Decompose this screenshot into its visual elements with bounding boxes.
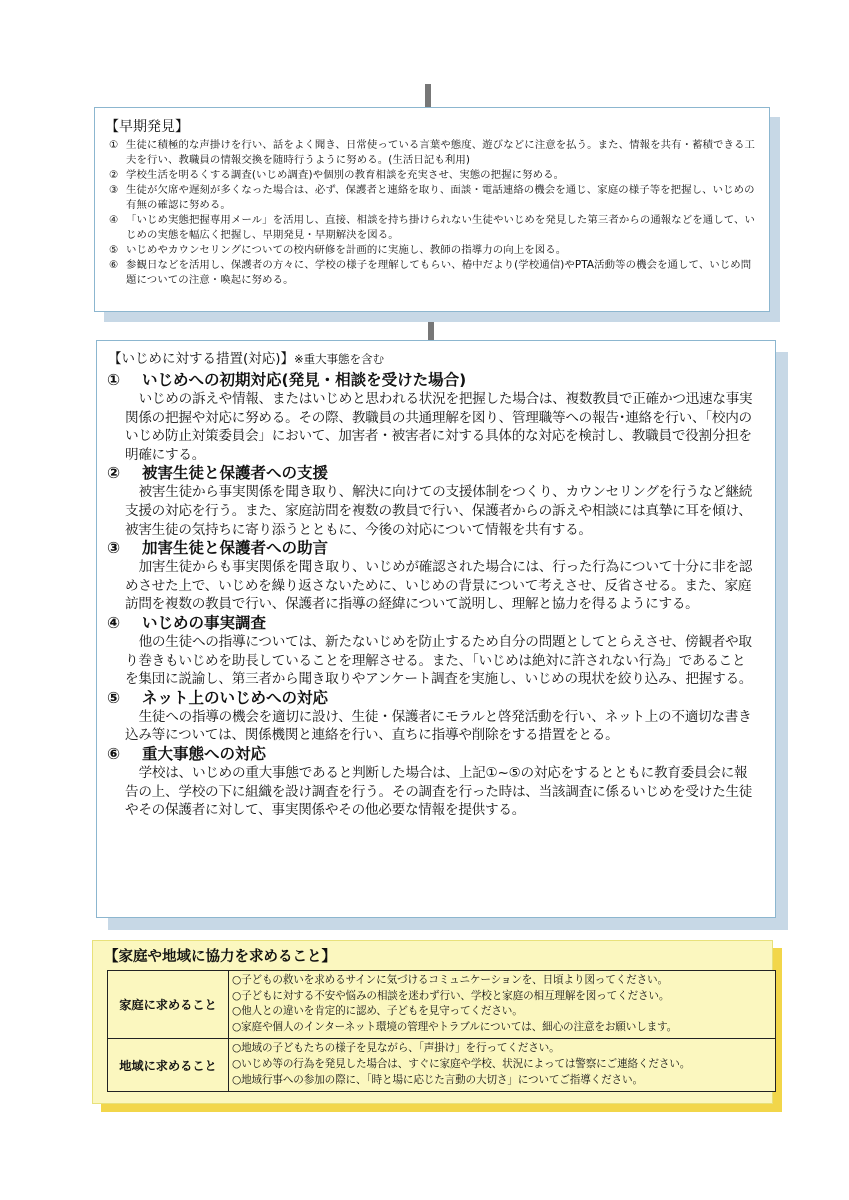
connector-top: [425, 84, 431, 107]
early-detection-title: 【早期発見】: [105, 119, 189, 135]
list-item: ⑥ 参観日などを活用し、保護者の方々に、学校の様子を理解してもらい、椿中だより(学校通信)やPTA活動等の機会を通して、いじめ問題についての注意・喚起に努める。: [109, 259, 752, 286]
list-item: ② 学校生活を明るくする調査(いじめ調査)や個別の教育相談を充実させ、実態の把握に努める。: [109, 169, 565, 181]
list-item: ④ 「いじめ実態把握専用メール」を活用し、直接、相談を持ち掛けられない生徒やいじめを発見した第三者からの通報などを通して、いじめの実態を幅広く把握し、早期発見・早期解決を図る。: [109, 214, 756, 241]
row-label-home: 家庭に求めること: [108, 971, 229, 1039]
section-heading: ② 被害生徒と保護者への支援: [107, 464, 329, 483]
section-body: 学校は、いじめの重大事態であると判断した場合は、上記①~⑤の対応をするとともに教育委員会に報告の上、学校の下に組織を設け調査を行う。その調査を行った時は、当該調査に係るいじめを受けた生徒やその保護者に対して、事実関係やその他必要な情報を提供する。: [125, 764, 753, 819]
measure-section: [107, 371, 757, 464]
cooperation-box: [92, 940, 773, 1104]
section-body: 加害生徒からも事実関係を聞き取り、いじめが確認された場合には、行った行為について十分に非を認めさせた上で、いじめを繰り返さないために、いじめの背景について考えさせ、反省させる。また、家庭訪問を複数の教員で行い、保護者に指導の経緯について説明し、理解と協力を得るようにする。: [125, 559, 753, 613]
row-label-community: 地域に求めること: [108, 1039, 229, 1092]
section-heading: ⑤ ネット上のいじめへの対応: [107, 688, 329, 707]
measures-sections: [107, 371, 757, 820]
cooperation-table: [107, 970, 776, 1092]
measure-section: [107, 689, 757, 745]
section-body: 生徒への指導の機会を適切に設け、生徒・保護者にモラルと啓発活動を行い、ネット上の不適切な書き込み等については、関係機関と連絡を行い、直ちに指導や削除をする措置をとる。: [125, 708, 752, 744]
section-heading: ④ いじめの事実調査: [107, 613, 267, 632]
table-row: [108, 971, 776, 1039]
section-heading: ① いじめへの初期対応(発見・相談を受けた場合): [107, 371, 467, 389]
table-row: [108, 1039, 776, 1092]
cooperation-title: 【家庭や地域に協力を求めること】: [104, 949, 336, 965]
section-body: 被害生徒から事実関係を聞き取り、解決に向けての支援体制をつくり、カウンセリングを行うなど継続支援の対応を行う。また、家庭訪問を複数の教員で行い、保護者からの訴えや相談には真摯に耳を傾け、被害生徒の気持ちに寄り添うとともに、今後の対応について情報を共有する。: [125, 484, 753, 538]
section-heading: ③ 加害生徒と保護者への助言: [107, 539, 329, 558]
row-items-home: ○子どもの救いを求めるサインに気づけるコミュニケーションを、日頃より図ってください。 ○子どもに対する不安や悩みの相談を迷わず行い、学校と家庭の相互理解を図ってください。 ○他人との違いを肯定的に認め、子どもを見守ってください。 ○家庭や個人のインターネット環境の管理やトラブルについては、細心の注意をお願いします。: [229, 971, 776, 1039]
row-items-community: ○地域の子どもたちの様子を見ながら、「声掛け」を行ってください。 ○いじめ等の行為を発見した場合は、すぐに家庭や学校、状況によっては警察にご連絡ください。 ○地域行事への参加の際に、「時と場に応じた言動の大切さ」についてご指導ください。: [229, 1039, 776, 1092]
section-heading: ⑥ 重大事態への対応: [107, 744, 267, 763]
measure-section: [107, 745, 757, 820]
list-item: ③ 生徒が欠席や遅刻が多くなった場合は、必ず、保護者と連絡を取り、面談・電話連絡の機会を通じ、家庭の様子等を把握し、いじめの有無の確認に努める。: [109, 184, 755, 211]
early-detection-box: [94, 107, 770, 312]
section-body: 他の生徒への指導については、新たないじめを防止するため自分の問題としてとらえさせ、傍観者や取り巻きもいじめを助長していることを理解させる。また、「いじめは絶対に許されない行為」であることを集団に説諭し、第三者から聞き取りやアンケート調査を実施し、いじめの現状を絞り込み、把握する。: [125, 633, 753, 688]
measures-title: 【いじめに対する措置(対応)】※重大事態を含む: [108, 351, 385, 367]
measure-section: [107, 539, 757, 614]
list-item: ① 生徒に積極的な声掛けを行い、話をよく聞き、日常使っている言葉や態度、遊びなどに注意を払う。また、情報を共有・蓄積できる工夫を行い、教職員の情報交換を随時行うように努める。(生活日記も利用): [109, 139, 756, 166]
measure-section: [107, 614, 757, 689]
measure-section: [107, 464, 757, 539]
measures-box: [96, 340, 776, 918]
section-body: いじめの訴えや情報、またはいじめと思われる状況を把握した場合は、複数教員で正確かつ迅速な事実関係の把握や対応に努める。その際、教職員の共通理解を図り、管理職等への報告･連絡を行い、「校内のいじめ防止対策委員会」において、加害者・被害者に対する具体的な対応を検討し、教職員で役割分担を明確にする。: [125, 391, 753, 463]
measures-note: ※重大事態を含む: [294, 352, 385, 366]
list-item: ⑤ いじめやカウンセリングについての校内研修を計画的に実施し、教師の指導力の向上を図る。: [109, 244, 567, 256]
early-detection-list: [109, 138, 759, 288]
